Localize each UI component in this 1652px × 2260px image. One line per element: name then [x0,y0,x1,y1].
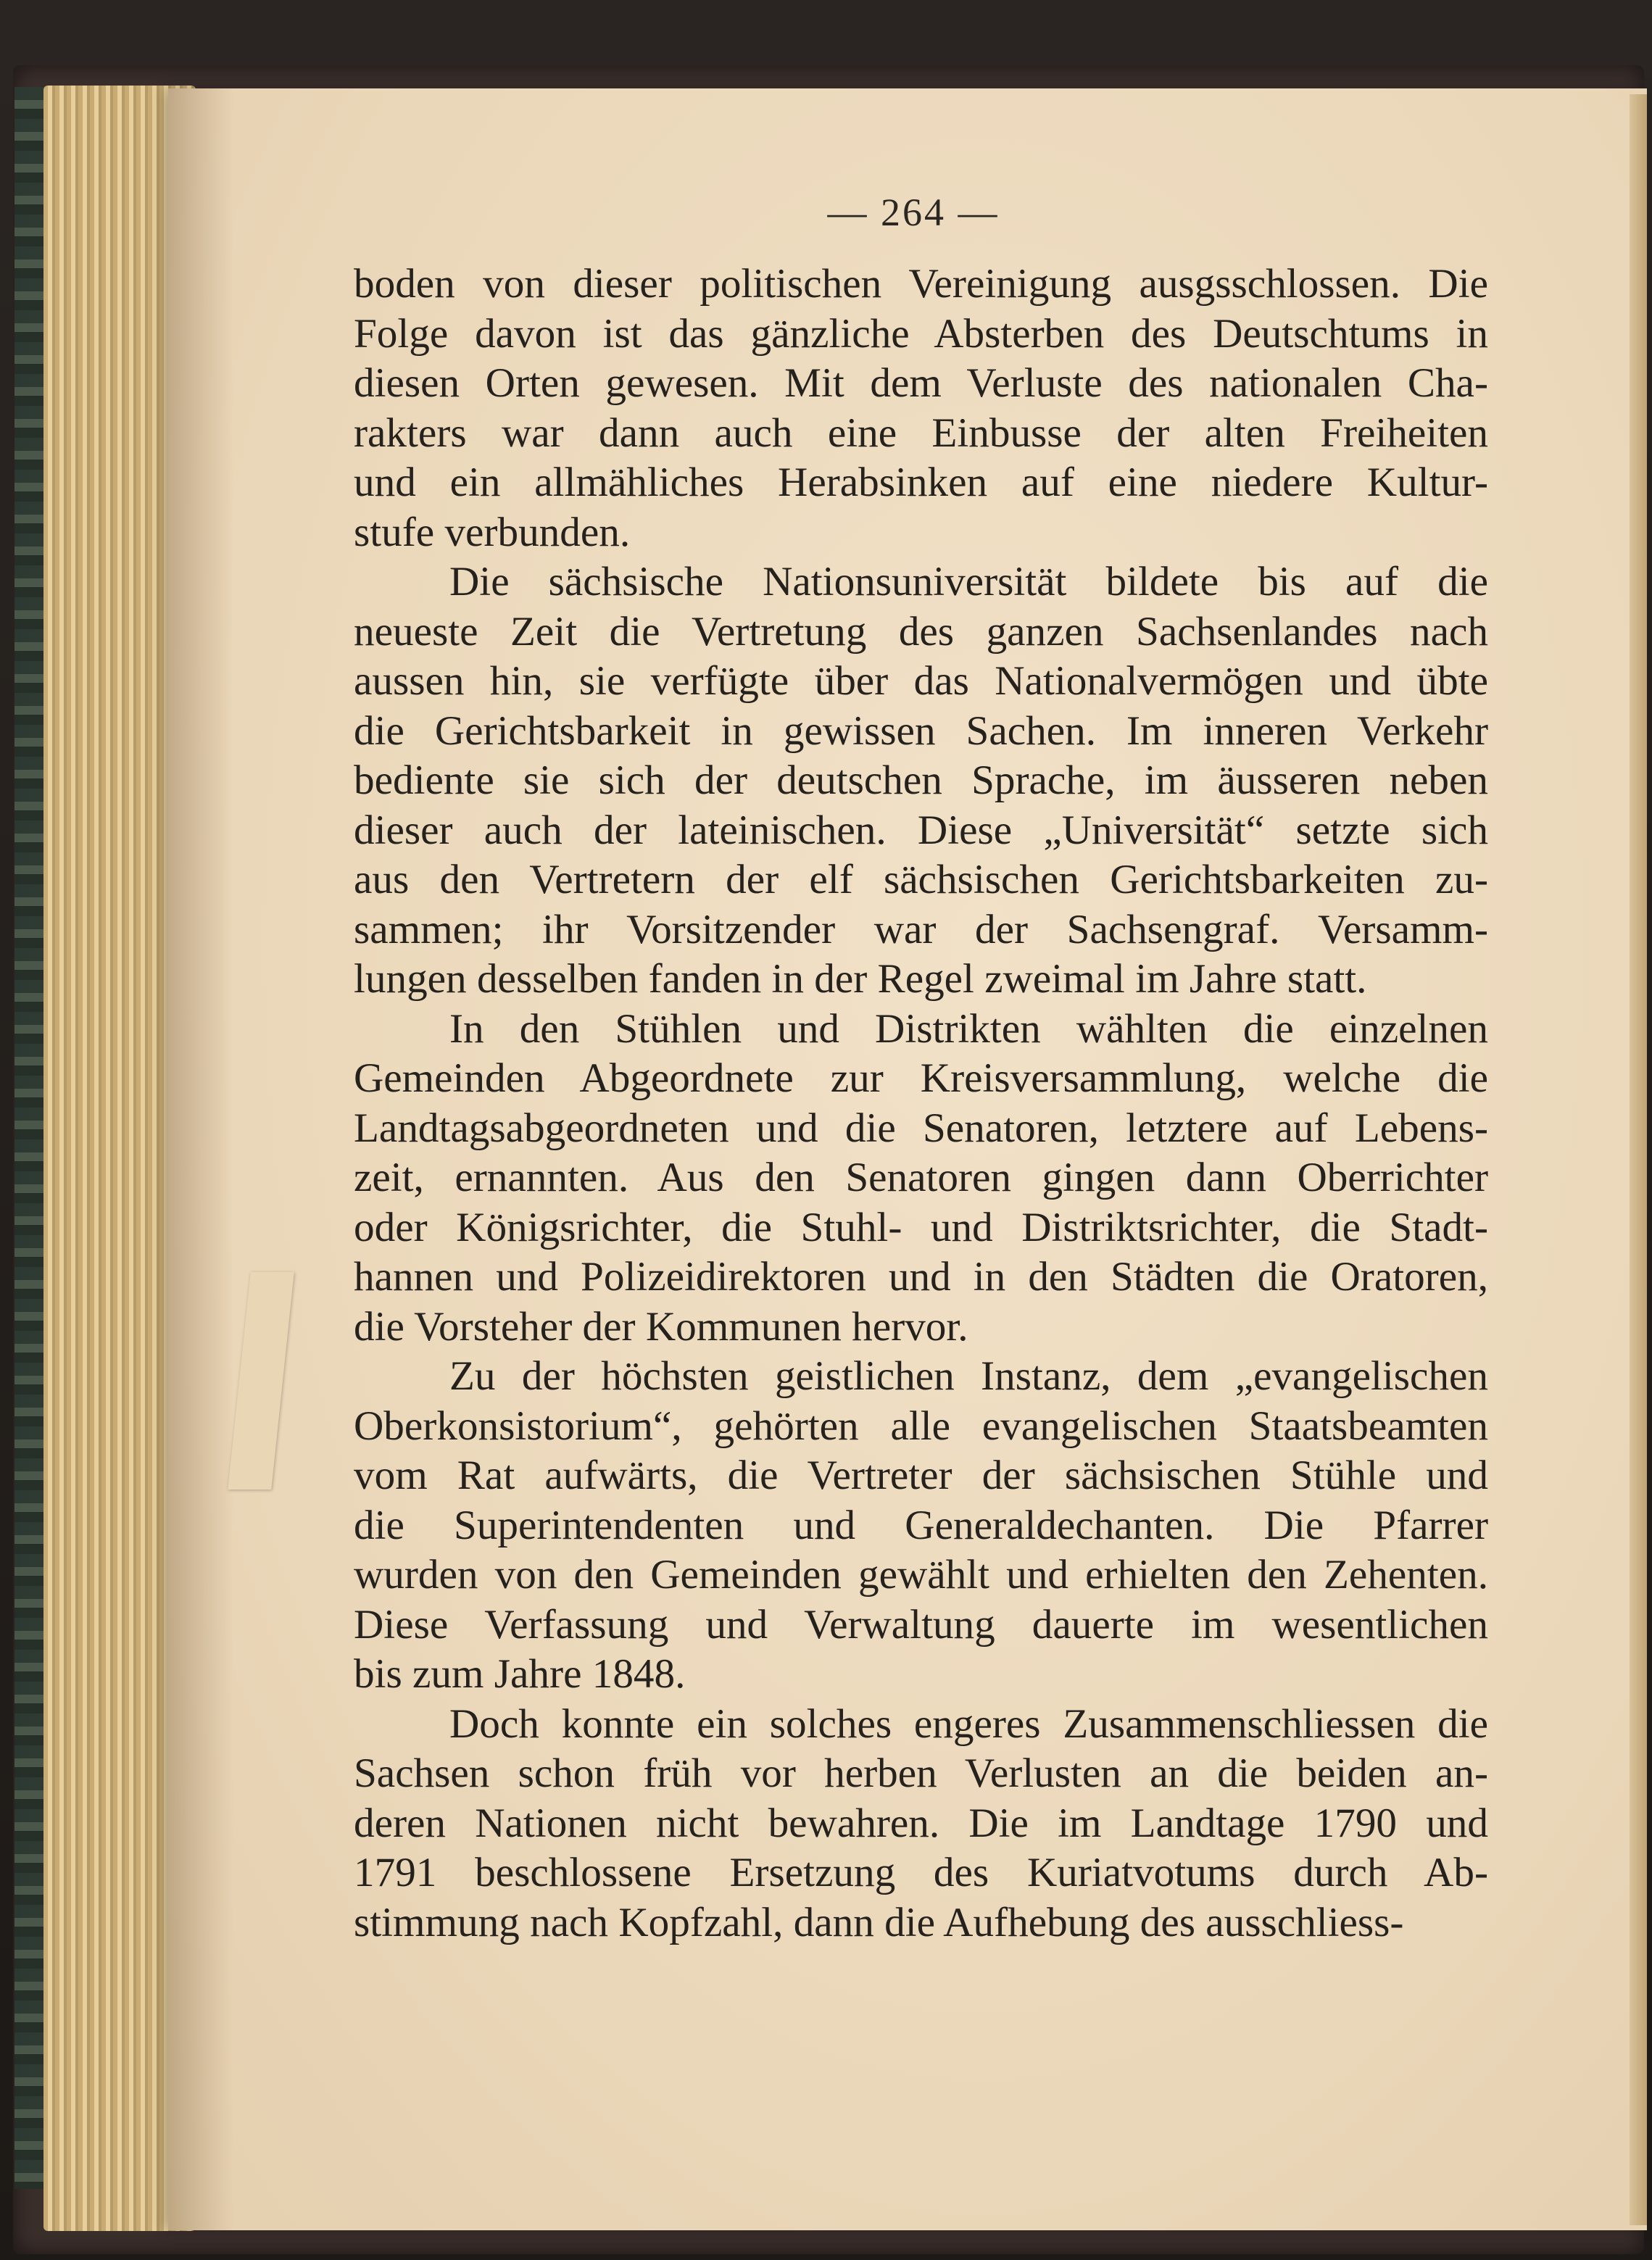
text-line: bis zum Jahre 1848. [354,1651,686,1697]
text-line: deren Nationen nicht bewahren. Die im Landtage 1790 und [354,1800,1488,1846]
text-line: die Superintendenten und Generaldechanten. Die Pfarrer [354,1502,1488,1548]
text-line: aussen hin, sie verfügte über das Nationalvermögen und übte [354,658,1488,704]
text-line: die Vorsteher der Kommunen hervor. [354,1303,968,1350]
text-line: 1791 beschlossene Ersetzung des Kuriatvotums durch Ab- [354,1850,1488,1895]
text-line: Gemeinden Abgeordnete zur Kreisversammlung, welche die [354,1055,1488,1101]
paragraph [354,557,1488,1005]
gutter-shadow [168,88,233,2230]
text-line: sammen; ihr Vorsitzender war der Sachsengraf. Versamm- [354,906,1488,952]
page-edge-right [1630,94,1647,2225]
text-line: Oberkonsistorium“, gehörten alle evangelischen Staatsbeamten [354,1403,1488,1449]
paragraph [354,259,1488,557]
paragraph [354,1700,1488,1948]
text-line: aus den Vertretern der elf sächsischen Gerichtsbarkeiten zu- [354,857,1488,902]
text-line: rakters war dann auch eine Einbusse der alten Freiheiten [354,410,1488,456]
body-text [354,259,1488,1948]
text-line: wurden von den Gemeinden gewählt und erhielten den Zehenten. [354,1552,1488,1598]
text-line: Doch konnte ein solches engeres Zusammenschliessen die [449,1700,1488,1747]
text-line: Sachsen schon früh vor herben Verlusten an die beiden an- [354,1750,1488,1796]
paragraph [354,1005,1488,1353]
text-line: bediente sie sich der deutschen Sprache, im äusseren neben [354,757,1488,803]
text-line: vom Rat aufwärts, die Vertreter der sächsischen Stühle und [354,1453,1488,1498]
page-number: — 264 — [827,191,1000,234]
text-line: stufe verbunden. [354,509,631,555]
text-line: diesen Orten gewesen. Mit dem Verluste des nationalen Cha- [354,360,1488,406]
text-line: neueste Zeit die Vertretung des ganzen Sachsenlandes nach [354,608,1488,655]
text-line: boden von dieser politischen Vereinigung ausgsschlossen. Die [354,261,1488,307]
text-line: Die sächsische Nationsuniversität bildete bis auf die [449,559,1488,605]
text-line: Diese Verfassung und Verwaltung dauerte im wesentlichen [354,1601,1488,1648]
text-line: Landtagsabgeordneten und die Senatoren, letztere auf Lebens- [354,1105,1488,1151]
text-line: zeit, ernannten. Aus den Senatoren gingen dann Oberrichter [354,1155,1488,1200]
text-line: Folge davon ist das gänzliche Absterben des Deutschtums in [354,310,1488,357]
text-line: Zu der höchsten geistlichen Instanz, dem „evangelischen [449,1353,1488,1399]
text-line: In den Stühlen und Distrikten wählten die einzelnen [449,1005,1488,1052]
text-line: oder Königsrichter, die Stuhl- und Distriktsrichter, die Stadt- [354,1204,1488,1250]
text-line: lungen desselben fanden in der Regel zweimal im Jahre statt. [354,956,1367,1002]
text-line: die Gerichtsbarkeit in gewissen Sachen. Im inneren Verkehr [354,707,1488,754]
text-line: und ein allmähliches Herabsinken auf eine niedere Kultur- [354,460,1488,505]
text-line: stimmung nach Kopfzahl, dann die Aufhebung des ausschliess- [354,1899,1404,1945]
text-line: hannen und Polizeidirektoren und in den Städten die Oratoren, [354,1254,1488,1300]
paragraph [354,1352,1488,1700]
text-line: dieser auch der lateinischen. Diese „Universität“ setzte sich [354,807,1488,853]
